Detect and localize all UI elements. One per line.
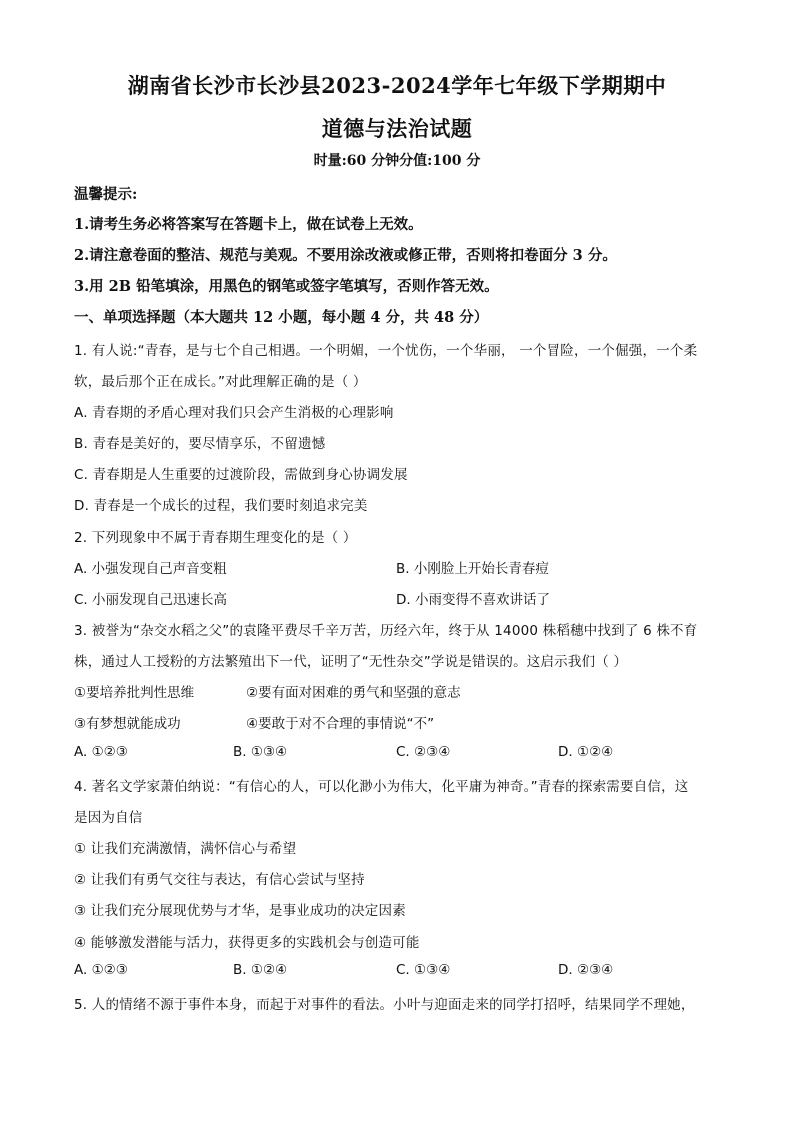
answer-option: D. 青春是一个成长的过程，我们要时刻追求完美 <box>74 498 368 514</box>
tip-item: 3.用 2B 铅笔填涂，用黑色的钢笔或签字笔填写，否则作答无效。 <box>74 278 499 295</box>
question-stem: 2. 下列现象中不属于青春期生理变化的是（ ） <box>74 530 357 546</box>
statement-item: ②要有面对困难的勇气和坚强的意志 <box>246 685 461 701</box>
answer-option: C. ②③④ <box>396 744 451 760</box>
answer-option: B. 青春是美好的，要尽情享乐，不留遗憾 <box>74 436 326 452</box>
section-heading: 一、单项选择题（本大题共 12 小题，每小题 4 分，共 48 分） <box>74 309 489 326</box>
answer-option: C. ①③④ <box>396 962 451 978</box>
answer-option: B. ①③④ <box>233 744 288 760</box>
answer-option: D. ①②④ <box>558 744 614 760</box>
time-score-info: 时量:60 分钟分值:100 分 <box>313 153 481 169</box>
statement-item: ① 让我们充满激情，满怀信心与希望 <box>74 841 297 857</box>
answer-option: C. 青春期是人生重要的过渡阶段，需做到身心协调发展 <box>74 467 408 483</box>
statement-item: ④要敢于对不合理的事情说“不” <box>246 716 435 732</box>
answer-option: B. 小刚脸上开始长青春痘 <box>396 561 549 577</box>
tip-item: 1.请考生务必将答案写在答题卡上，做在试卷上无效。 <box>74 216 423 233</box>
question-stem: 4. 著名文学家萧伯纳说：“有信心的人，可以化渺小为伟大，化平庸为神奇。”青春的探索需要自信，这 <box>74 779 689 795</box>
answer-option: A. 青春期的矛盾心理对我们只会产生消极的心理影响 <box>74 405 394 421</box>
exam-title: 湖南省长沙市长沙县2023-2024学年七年级下学期期中 <box>127 73 667 98</box>
answer-option: D. ②③④ <box>558 962 614 978</box>
statement-item: ③ 让我们充分展现优势与才华，是事业成功的决定因素 <box>74 903 406 919</box>
answer-option: A. ①②③ <box>74 744 128 760</box>
answer-option: B. ①②④ <box>233 962 288 978</box>
exam-subtitle: 道德与法治试题 <box>321 116 473 141</box>
question-stem: 5. 人的情绪不源于事件本身，而起于对事件的看法。小叶与迎面走来的同学打招呼，结果同学不理她， <box>74 997 695 1013</box>
statement-item: ④ 能够激发潜能与活力，获得更多的实践机会与创造可能 <box>74 935 420 951</box>
question-stem: 1. 有人说:“青春，是与七个自己相遇。一个明媚，一个忧伤，一个华丽， 一个冒险，一个倔强，一个柔 <box>74 343 698 359</box>
question-stem: 3. 被誉为“杂交水稻之父”的袁隆平费尽千辛万苦，历经六年，终于从 14000 株稻穗中找到了 6 株不育 <box>74 623 698 639</box>
statement-item: ①要培养批判性思维 <box>74 685 195 701</box>
question-stem: 是因为自信 <box>74 810 143 826</box>
tips-heading: 温馨提示: <box>74 186 138 203</box>
tip-item: 2.请注意卷面的整洁、规范与美观。不要用涂改液或修正带，否则将扣卷面分 3 分。 <box>74 247 617 264</box>
answer-option: D. 小雨变得不喜欢讲话了 <box>396 592 550 608</box>
answer-option: A. 小强发现自己声音变粗 <box>74 561 227 577</box>
statement-item: ③有梦想就能成功 <box>74 716 181 732</box>
statement-item: ② 让我们有勇气交往与表达，有信心尝试与坚持 <box>74 872 365 888</box>
answer-option: A. ①②③ <box>74 962 128 978</box>
question-stem: 株，通过人工授粉的方法繁殖出下一代，证明了“无性杂交”学说是错误的。这启示我们（ ） <box>74 654 628 670</box>
question-stem: 软，最后那个正在成长。”对此理解正确的是（ ） <box>74 374 367 390</box>
answer-option: C. 小丽发现自己迅速长高 <box>74 592 228 608</box>
